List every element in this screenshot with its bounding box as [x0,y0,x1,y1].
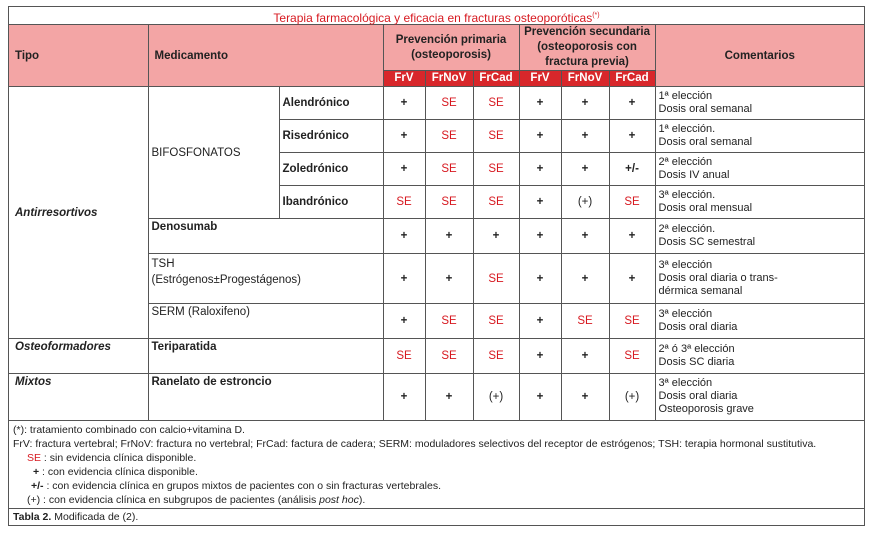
drug-line: TSH [151,258,175,270]
comment-cell [655,219,864,254]
value-cell: + [519,374,561,420]
value-cell: + [383,87,425,120]
value-cell: SE [609,304,655,339]
header-comentarios: Comentarios [655,25,864,87]
caption-label: Tabla 2. [13,510,52,523]
value-cell: SE [425,186,473,219]
value-cell: + [425,374,473,420]
legend-plus [13,465,860,479]
value-cell: + [519,186,561,219]
group-osteoformadores: Osteoformadores [9,339,148,374]
value-cell: + [519,304,561,339]
comment-cell [655,120,864,153]
value-cell: + [519,339,561,374]
value-cell: + [519,254,561,304]
drug-name: Ranelato de estroncio [148,374,383,420]
value-cell: SE [609,339,655,374]
value-cell: + [519,87,561,120]
value-cell: (+) [561,186,609,219]
header-medicamento: Medicamento [148,25,383,87]
legend-key: + [33,465,40,478]
drug-name: Ibandrónico [279,186,383,219]
value-cell: SE [425,87,473,120]
group-antirresortivos: Antirresortivos [9,87,148,339]
value-cell: SE [425,339,473,374]
drug-detail: (Raloxifeno) [187,306,250,318]
table-row [9,339,864,374]
comment-line: Osteoporosis grave [658,403,754,416]
pharmacology-table-figure [8,6,865,526]
value-cell: SE [383,339,425,374]
value-cell: + [609,87,655,120]
value-cell: + [561,374,609,420]
drug-name [148,304,383,339]
comment-line: Dosis SC semestral [658,236,756,248]
value-cell: SE [473,153,519,186]
value-cell: + [519,120,561,153]
legend-key: (+) [27,493,41,506]
value-cell: + [383,254,425,304]
legend-plus-minus [13,479,860,493]
drug-name: Alendrónico [279,87,383,120]
comment-line: dérmica semanal [658,285,743,297]
subheader-frv: FrV [519,71,561,87]
value-cell: + [561,153,609,186]
comment-line: Dosis oral semanal [658,136,753,148]
value-cell: + [609,254,655,304]
comment-line: 2ª elección [658,156,713,168]
drug-name: Teriparatida [148,339,383,374]
note-abbreviations: FrV: fractura vertebral; FrNoV: fractura no vertebral; FrCad: factura de cadera; SERM: moduladores selectivos del receptor de estrógenos; TSH: terapia hormonal sustitutiva. [13,437,817,450]
value-cell: (+) [609,374,655,420]
group-mixtos: Mixtos [9,374,148,420]
subheader-frcad: FrCad [609,71,655,87]
value-cell: + [561,87,609,120]
subheader-frnov: FrNoV [425,71,473,87]
caption-text: Modificada de (2). [51,510,139,523]
comment-cell [655,304,864,339]
subheader-frv: FrV [383,71,425,87]
value-cell: SE [473,186,519,219]
value-cell: SE [473,120,519,153]
comment-cell [655,87,864,120]
value-cell: (+) [473,374,519,420]
drug-name: Risedrónico [279,120,383,153]
header-prevencion-secundaria: Prevención secundaria (osteoporosis con fractura previa) [519,25,655,71]
table-row [9,374,864,420]
drug-abbrev: SERM [151,306,185,318]
value-cell: + [561,339,609,374]
legend-key: +/- [31,479,44,492]
comment-line: 3ª elección [658,308,713,320]
value-cell: + [383,219,425,254]
value-cell: SE [609,186,655,219]
value-cell: + [383,120,425,153]
legend-italic: post hoc [319,493,359,506]
value-cell: SE [561,304,609,339]
comment-line: 2ª elección. [658,223,716,235]
comment-cell [655,153,864,186]
comment-line: Dosis oral diaria [658,321,738,333]
comment-line: Dosis oral mensual [658,202,753,214]
comment-line: Dosis oral semanal [658,103,753,115]
value-cell: SE [383,186,425,219]
note-combined: (*): tratamiento combinado con calcio+vitamina D. [13,423,245,436]
value-cell: + [609,120,655,153]
value-cell: + [561,254,609,304]
drug-name: Denosumab [148,219,383,254]
legend-se [13,451,860,465]
value-cell: + [519,219,561,254]
subheader-frcad: FrCad [473,71,519,87]
value-cell: SE [425,120,473,153]
value-cell: + [383,304,425,339]
comment-line: Dosis oral diaria [658,390,738,403]
value-cell: SE [473,254,519,304]
value-cell: + [425,254,473,304]
header-prevencion-primaria: Prevención primaria (osteoporosis) [383,25,519,71]
drug-name [148,254,383,304]
header-tipo: Tipo [9,25,148,87]
comment-line: 2ª ó 3ª elección [658,343,735,355]
value-cell: + [473,219,519,254]
value-cell: + [425,219,473,254]
comment-line: Dosis SC diaria [658,356,735,368]
comment-cell [655,374,864,420]
subheader-frnov: FrNoV [561,71,609,87]
comment-cell [655,186,864,219]
value-cell: SE [425,153,473,186]
legend-key: SE [27,451,42,464]
value-cell: SE [425,304,473,339]
title-text: Terapia farmacológica y eficacia en fracturas osteoporóticas [273,11,593,25]
value-cell: + [609,219,655,254]
title-footnote-mark: (*) [592,12,600,19]
comment-line: Dosis IV anual [658,169,730,181]
comment-line: 1ª elección. [658,123,716,135]
value-cell: + [383,374,425,420]
comment-cell [655,339,864,374]
table-caption [9,508,864,525]
value-cell: + [519,153,561,186]
comment-line: Dosis oral diaria o trans- [658,272,778,284]
legend-end: ). [358,493,366,506]
group-bifosfonatos: BIFOSFONATOS [148,87,279,219]
drug-line: (Estrógenos±Progestágenos) [151,274,302,286]
value-cell: + [561,120,609,153]
legend-text: : con evidencia clínica en grupos mixtos de pacientes con o sin fracturas vertebrales. [43,479,442,492]
value-cell: + [383,153,425,186]
comment-line: 3ª elección. [658,189,716,201]
comment-line: 3ª elección [658,259,713,271]
value-cell: SE [473,87,519,120]
table-row [9,87,864,120]
legend-text: : con evidencia clínica en subgrupos de pacientes (análisis [40,493,320,506]
value-cell: +/- [609,153,655,186]
value-cell: + [561,219,609,254]
comment-line: 3ª elección [658,377,713,390]
drug-efficacy-table [9,25,864,420]
drug-name: Zoledrónico [279,153,383,186]
legend-text: : sin evidencia clínica disponible. [41,451,197,464]
legend-text: : con evidencia clínica disponible. [39,465,198,478]
comment-line: 1ª elección [658,90,713,102]
legend-paren-plus [13,493,860,507]
comment-cell [655,254,864,304]
table-notes [9,420,864,508]
value-cell: SE [473,304,519,339]
value-cell: SE [473,339,519,374]
table-title [9,7,864,25]
